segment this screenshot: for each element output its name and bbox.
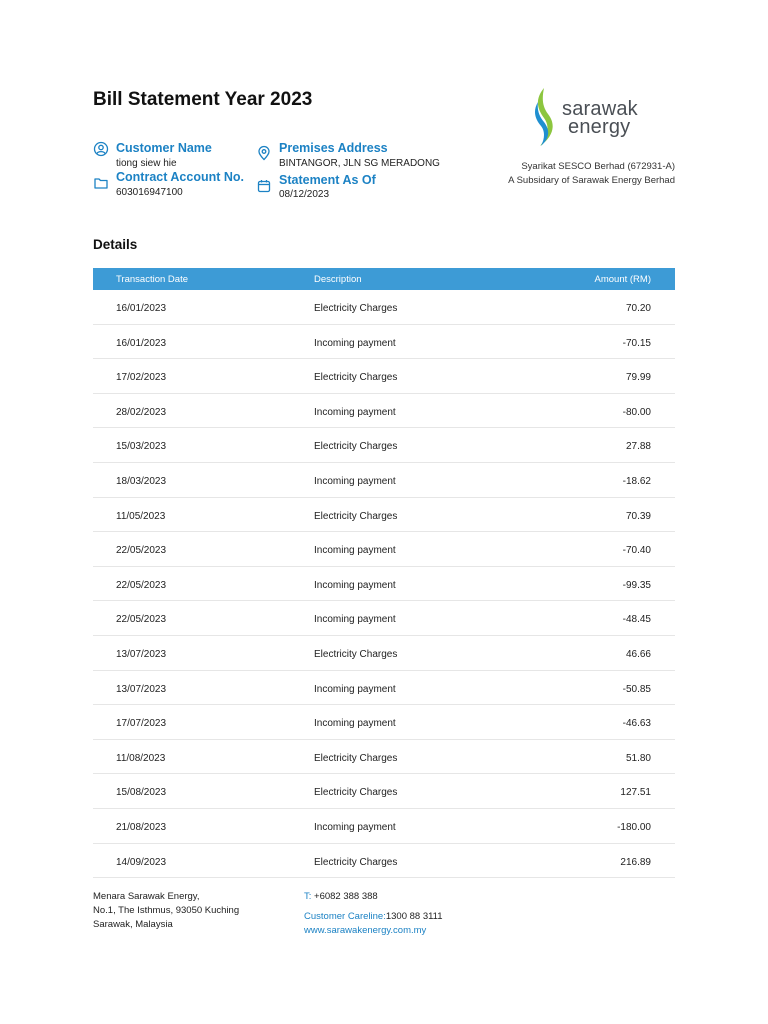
description-cell: Incoming payment (314, 683, 396, 695)
table-row (93, 705, 675, 740)
amount-cell: 79.99 (625, 372, 651, 384)
transaction-date-cell: 22/05/2023 (116, 614, 167, 626)
table-header (93, 268, 675, 290)
amount-cell: -70.40 (622, 545, 651, 557)
company-registration: Syarikat SESCO Berhad (672931-A) (521, 161, 675, 172)
description-cell: Incoming payment (314, 579, 396, 591)
transaction-date-cell: 28/02/2023 (116, 406, 167, 418)
table-body (93, 290, 675, 878)
amount-cell: -80.00 (622, 406, 651, 418)
description-cell: Electricity Charges (314, 648, 398, 660)
address-line-3: Sarawak, Malaysia (93, 919, 173, 930)
table-row (93, 844, 675, 879)
amount-cell: 46.66 (625, 648, 651, 660)
user-circle-icon (93, 141, 109, 157)
table-row (93, 809, 675, 844)
transaction-date-cell: 18/03/2023 (116, 475, 167, 487)
table-row (93, 325, 675, 360)
transaction-date-cell: 13/07/2023 (116, 648, 167, 660)
table-row (93, 774, 675, 809)
description-cell: Incoming payment (314, 406, 396, 418)
amount-cell: 51.80 (625, 752, 651, 764)
transactions-table (93, 268, 675, 878)
transaction-date-cell: 21/08/2023 (116, 821, 167, 833)
description-cell: Incoming payment (314, 718, 396, 730)
calendar-icon (256, 178, 272, 194)
amount-cell: -70.15 (622, 337, 651, 349)
description-cell: Electricity Charges (314, 752, 398, 764)
amount-cell: -46.63 (622, 718, 651, 730)
description-cell: Electricity Charges (314, 856, 398, 868)
description-cell: Incoming payment (314, 545, 396, 557)
location-pin-icon (256, 145, 272, 161)
telephone-line (304, 890, 443, 904)
table-row (93, 290, 675, 325)
amount-cell: -18.62 (622, 475, 651, 487)
logo-text-energy: energy (568, 116, 631, 138)
transaction-date-cell: 16/01/2023 (116, 337, 167, 349)
table-row (93, 532, 675, 567)
table-row (93, 671, 675, 706)
description-cell: Incoming payment (314, 475, 396, 487)
description-cell: Electricity Charges (314, 303, 398, 314)
amount-cell: -99.35 (622, 579, 651, 591)
table-row (93, 498, 675, 533)
address-line-1: Menara Sarawak Energy, (93, 891, 200, 902)
premises-address-value: BINTANGOR, JLN SG MERADONG (279, 158, 440, 169)
transaction-date-cell: 22/05/2023 (116, 545, 167, 557)
logo-text-sarawak: sarawak (562, 98, 638, 120)
amount-cell: -48.45 (622, 614, 651, 626)
footer-contact (304, 890, 443, 938)
careline-label: Customer Careline: (304, 911, 386, 922)
transaction-date-cell: 22/05/2023 (116, 579, 167, 591)
amount-cell: 70.39 (625, 510, 651, 522)
website-link[interactable]: www.sarawakenergy.com.my (304, 925, 427, 936)
table-row (93, 394, 675, 429)
table-row (93, 636, 675, 671)
table-row (93, 567, 675, 602)
transaction-date-cell: 17/02/2023 (116, 372, 167, 384)
company-subsidiary: A Subsidary of Sarawak Energy Berhad (508, 175, 675, 186)
amount-cell: 216.89 (620, 856, 651, 868)
description-cell: Electricity Charges (314, 372, 398, 384)
transaction-date-cell: 17/07/2023 (116, 718, 167, 730)
description-cell: Electricity Charges (314, 787, 398, 799)
contract-account-value: 603016947100 (116, 187, 183, 198)
customer-name-block (93, 141, 243, 171)
contract-account-block (93, 170, 253, 200)
statement-date-label: Statement As Of (279, 173, 376, 187)
telephone-label: T: (304, 891, 312, 902)
amount-cell: 27.88 (625, 441, 651, 453)
page-title: Bill Statement Year 2023 (93, 89, 313, 110)
description-cell: Incoming payment (314, 337, 396, 349)
transaction-date-cell: 16/01/2023 (116, 303, 167, 314)
folder-icon (93, 175, 109, 191)
transaction-date-cell: 11/08/2023 (116, 752, 166, 764)
table-row (93, 463, 675, 498)
table-row (93, 740, 675, 775)
description-cell: Incoming payment (314, 614, 396, 626)
amount-cell: -50.85 (622, 683, 651, 695)
column-header-amount: Amount (RM) (594, 274, 651, 285)
customer-name-value: tiong siew hie (116, 158, 177, 169)
description-cell: Incoming payment (314, 821, 396, 833)
description-cell: Electricity Charges (314, 441, 398, 453)
details-title: Details (93, 237, 138, 252)
column-header-date: Transaction Date (116, 274, 188, 285)
amount-cell: 70.20 (625, 303, 651, 314)
table-row (93, 601, 675, 636)
contract-account-label: Contract Account No. (116, 170, 245, 184)
amount-cell: 127.51 (620, 787, 651, 799)
column-header-description: Description (314, 274, 362, 285)
careline-line (304, 910, 443, 924)
premises-address-label: Premises Address (279, 141, 388, 155)
transaction-date-cell: 13/07/2023 (116, 683, 167, 695)
statement-date-value: 08/12/2023 (279, 189, 330, 200)
company-logo (530, 86, 670, 150)
customer-name-label: Customer Name (116, 141, 212, 155)
address-line-2: No.1, The Isthmus, 93050 Kuching (93, 905, 240, 916)
transaction-date-cell: 11/05/2023 (116, 510, 166, 522)
telephone-value: +6082 388 388 (314, 891, 378, 902)
amount-cell: -180.00 (617, 821, 651, 833)
transaction-date-cell: 15/03/2023 (116, 441, 167, 453)
premises-address-block (256, 141, 456, 171)
table-row (93, 359, 675, 394)
footer-address (93, 890, 239, 932)
transaction-date-cell: 14/09/2023 (116, 856, 167, 868)
transaction-date-cell: 15/08/2023 (116, 787, 167, 799)
statement-date-block (256, 173, 416, 203)
flame-logo-icon (530, 86, 560, 150)
careline-value: 1300 88 3111 (385, 911, 443, 922)
table-row (93, 428, 675, 463)
description-cell: Electricity Charges (314, 510, 398, 522)
